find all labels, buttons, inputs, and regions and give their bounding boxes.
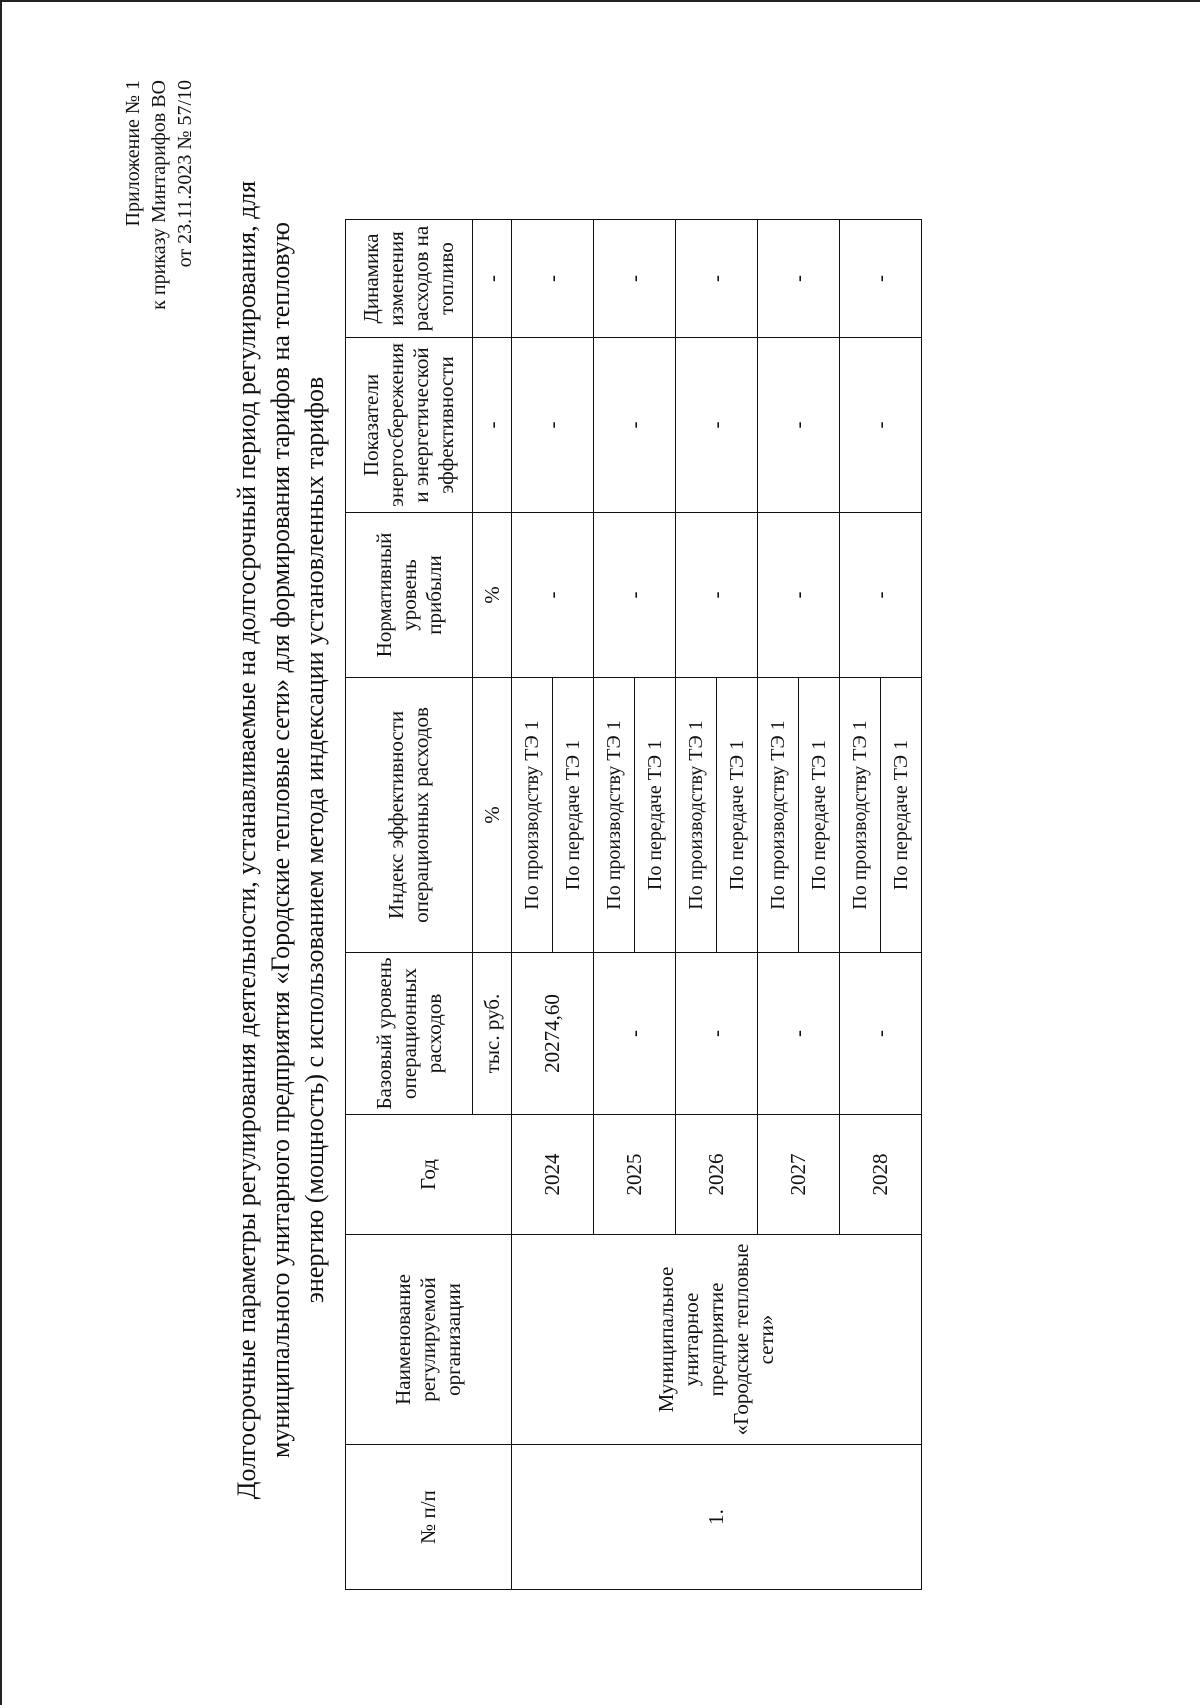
fuel-dynamics-cell: -	[840, 220, 922, 338]
profit-cell: -	[594, 513, 676, 678]
title-line-1: Долгосрочные параметры регулирования деятельности, устанавливаемые на долгосрочный период регулирования, для	[232, 180, 261, 1500]
table-row	[512, 82, 553, 1590]
energy-saving-cell: -	[676, 338, 758, 513]
unit-index: %	[473, 678, 512, 953]
appendix-line-1: Приложение № 1	[122, 80, 144, 227]
profit-cell: -	[758, 513, 840, 678]
header-fuel: Динамика изменения расходов на топливо	[346, 220, 473, 338]
unit-base: тыс. руб.	[473, 953, 512, 1115]
org-number-cell: 1.	[512, 1445, 922, 1590]
base-cost-cell: -	[840, 953, 922, 1115]
year-cell: 2024	[512, 1115, 594, 1235]
year-cell: 2026	[676, 1115, 758, 1235]
base-cost-cell: 20274,60	[512, 953, 594, 1115]
fuel-dynamics-cell: -	[512, 220, 594, 338]
scan-edge-top	[0, 0, 1200, 2]
index-production-cell: По производству ТЭ 1	[594, 678, 635, 953]
index-transmission-cell: По передаче ТЭ 1	[799, 678, 840, 953]
header-year: Год	[346, 1115, 512, 1235]
title-line-2: муниципального унитарного предприятия «Городские тепловые сети» для формирования тарифов на тепловую	[266, 221, 295, 1459]
energy-saving-cell: -	[512, 338, 594, 513]
profit-cell: -	[840, 513, 922, 678]
index-transmission-cell: По передаче ТЭ 1	[881, 678, 922, 953]
index-transmission-cell: По передаче ТЭ 1	[635, 678, 676, 953]
fuel-dynamics-cell: -	[676, 220, 758, 338]
energy-saving-cell: -	[758, 338, 840, 513]
unit-fuel: -	[473, 220, 512, 338]
profit-cell: -	[676, 513, 758, 678]
header-row	[346, 82, 473, 1590]
header-energy: Показатели энергосбережения и энергетической эффективности	[346, 338, 473, 513]
rotated-sheet	[120, 60, 1060, 1620]
index-transmission-cell: По передаче ТЭ 1	[717, 678, 758, 953]
appendix-line-3: от 23.11.2023 № 57/10	[174, 80, 196, 268]
base-cost-cell: -	[758, 953, 840, 1115]
header-profit: Нормативный уровень прибыли	[346, 513, 473, 678]
index-production-cell: По производству ТЭ 1	[758, 678, 799, 953]
energy-saving-cell: -	[840, 338, 922, 513]
title-line-3: энергию (мощность) с использованием метода индексации установленных тарифов	[300, 376, 329, 1304]
year-cell: 2027	[758, 1115, 840, 1235]
index-production-cell: По производству ТЭ 1	[840, 678, 881, 953]
appendix-reference	[120, 80, 198, 500]
header-org: Наименование регулируемой организации	[346, 1235, 512, 1445]
document-title	[230, 90, 332, 1590]
base-cost-cell: -	[594, 953, 676, 1115]
parameters-table	[345, 81, 922, 1590]
index-transmission-cell: По передаче ТЭ 1	[553, 678, 594, 953]
fuel-dynamics-cell: -	[758, 220, 840, 338]
fuel-dynamics-cell: -	[594, 220, 676, 338]
scan-edge-left	[0, 0, 2, 1705]
energy-saving-cell: -	[594, 338, 676, 513]
unit-profit: %	[473, 513, 512, 678]
year-cell: 2028	[840, 1115, 922, 1235]
base-cost-cell: -	[676, 953, 758, 1115]
org-name-cell: Муниципальное унитарное предприятие «Городские тепловые сети»	[512, 1235, 922, 1445]
profit-cell: -	[512, 513, 594, 678]
index-production-cell: По производству ТЭ 1	[512, 678, 553, 953]
unit-energy: -	[473, 338, 512, 513]
header-index: Индекс эффективности операционных расходов	[346, 678, 473, 953]
index-production-cell: По производству ТЭ 1	[676, 678, 717, 953]
year-cell: 2025	[594, 1115, 676, 1235]
appendix-line-2: к приказу Минтарифов ВО	[148, 80, 170, 310]
header-num: № п/п	[346, 1445, 512, 1590]
header-base: Базовый уровень операционных расходов	[346, 953, 473, 1115]
